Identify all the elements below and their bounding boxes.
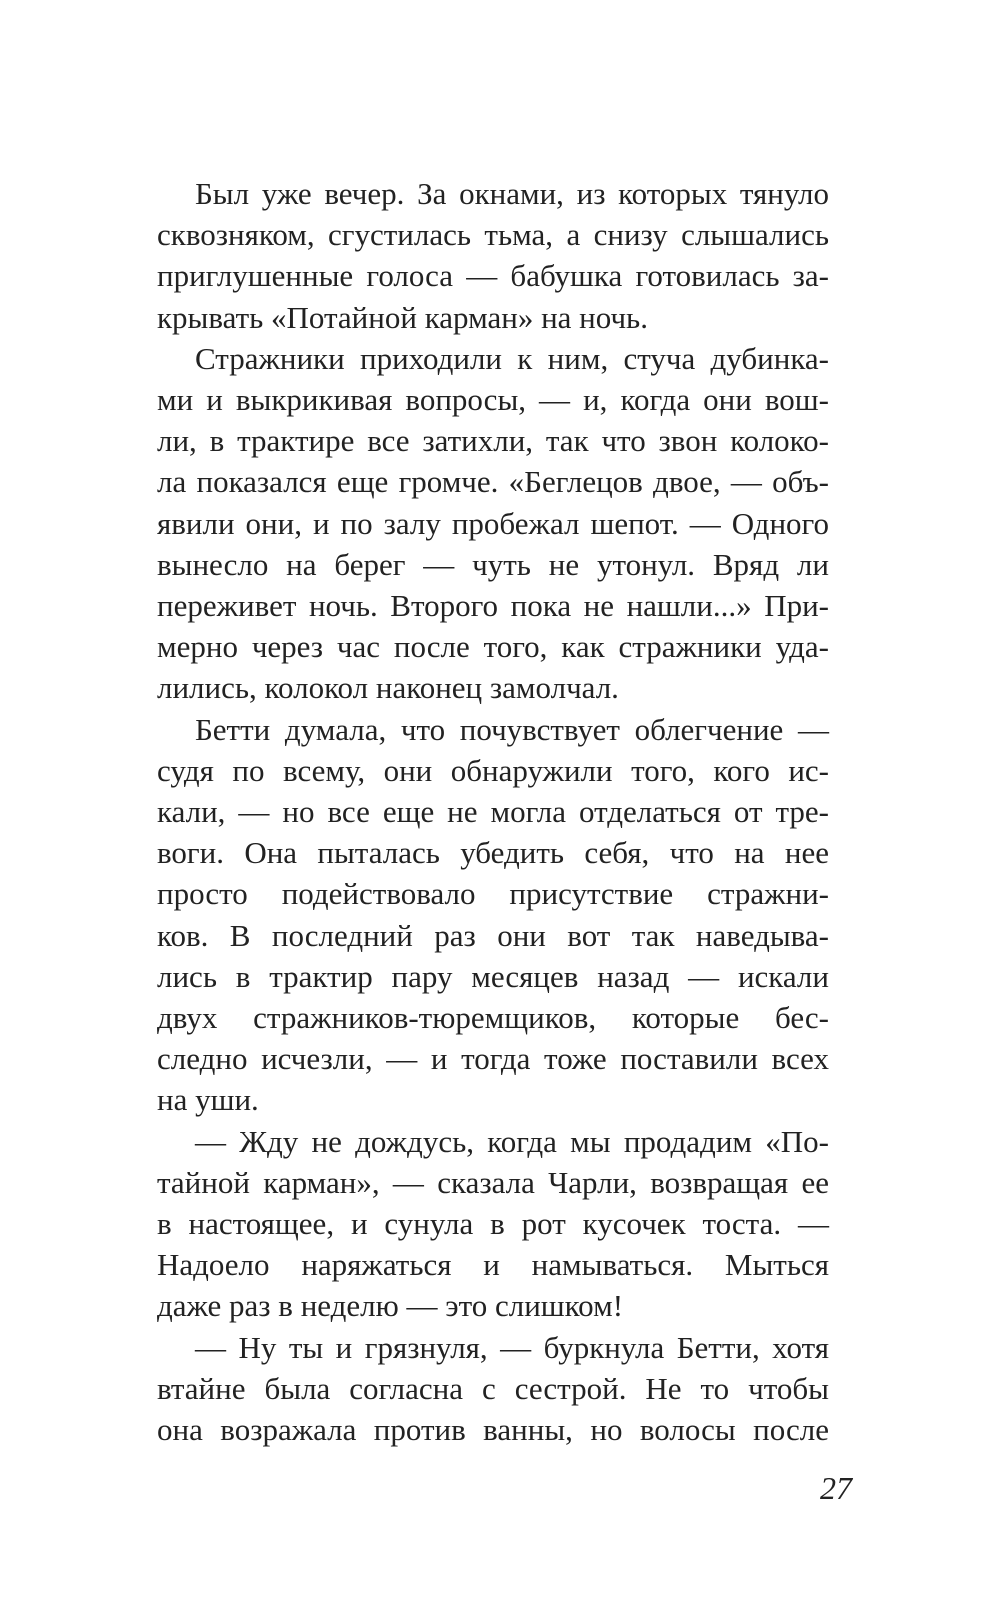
text-line: лись в трактир пару месяцев назад — искали [157,958,829,994]
text-line: в настоящее, и сунула в рот кусочек тоста. — [157,1206,829,1242]
text-line: Был уже вечер. За окнами, из которых тянуло [195,176,829,211]
paragraph [157,1327,829,1451]
body-text [157,173,829,1450]
text-line: крывать «Потайной карман» на ночь. [157,299,648,335]
paragraph [157,1121,829,1327]
text-line: лились, колокол наконец замолчал. [157,670,619,706]
text-line: ла показался еще громче. «Беглецов двое, — объ- [157,464,829,500]
text-line: она возражала против ванны, но волосы после [157,1412,829,1448]
paragraph [157,338,829,709]
text-line: просто подействовало присутствие стражни- [157,876,829,912]
text-line: вынесло на берег — чуть не утонул. Вряд ли [157,546,829,582]
text-line: приглушенные голоса — бабушка готовилась за- [157,258,829,294]
text-line: втайне была согласна с сестрой. Не то чтобы [157,1370,829,1406]
text-line: тайной карман», — сказала Чарли, возвращая ее [157,1164,829,1200]
text-line: мерно через час после того, как стражники уда- [157,629,829,665]
text-line: — Жду не дождусь, когда мы продадим «По- [195,1123,829,1159]
text-line: ков. В последний раз они вот так наведыва- [157,917,829,953]
text-line: Бетти думала, что почувствует облегчение — [195,711,829,747]
text-line: — Ну ты и грязнуля, — буркнула Бетти, хотя [195,1329,829,1365]
paragraph [157,709,829,1121]
text-line: даже раз в неделю — это слишком! [157,1288,624,1324]
paragraph [157,173,829,338]
text-line: ми и выкрикивая вопросы, — и, когда они вош- [157,382,829,418]
text-line: сквозняком, сгустилась тьма, а снизу слышались [157,217,829,253]
text-line: переживет ночь. Второго пока не нашли...» При- [157,588,829,624]
text-line: следно исчезли, — и тогда тоже поставили всех [157,1041,829,1077]
text-line: воги. Она пыталась убедить себя, что на нее [157,835,829,871]
text-line: кали, — но все еще не могла отделаться от тре- [157,794,829,830]
text-line: Надоело наряжаться и намываться. Мыться [157,1247,829,1283]
text-line: двух стражников-тюремщиков, которые бес- [157,1000,829,1036]
text-line: Стражники приходили к ним, стуча дубинка- [195,340,829,376]
text-line: ли, в трактире все затихли, так что звон колоко- [157,423,829,459]
page-number: 27 [820,1470,852,1506]
text-line: судя по всему, они обнаружили того, кого ис- [157,752,829,788]
text-line: явили они, и по залу пробежал шепот. — Одного [157,505,829,541]
text-line: на уши. [157,1082,259,1118]
